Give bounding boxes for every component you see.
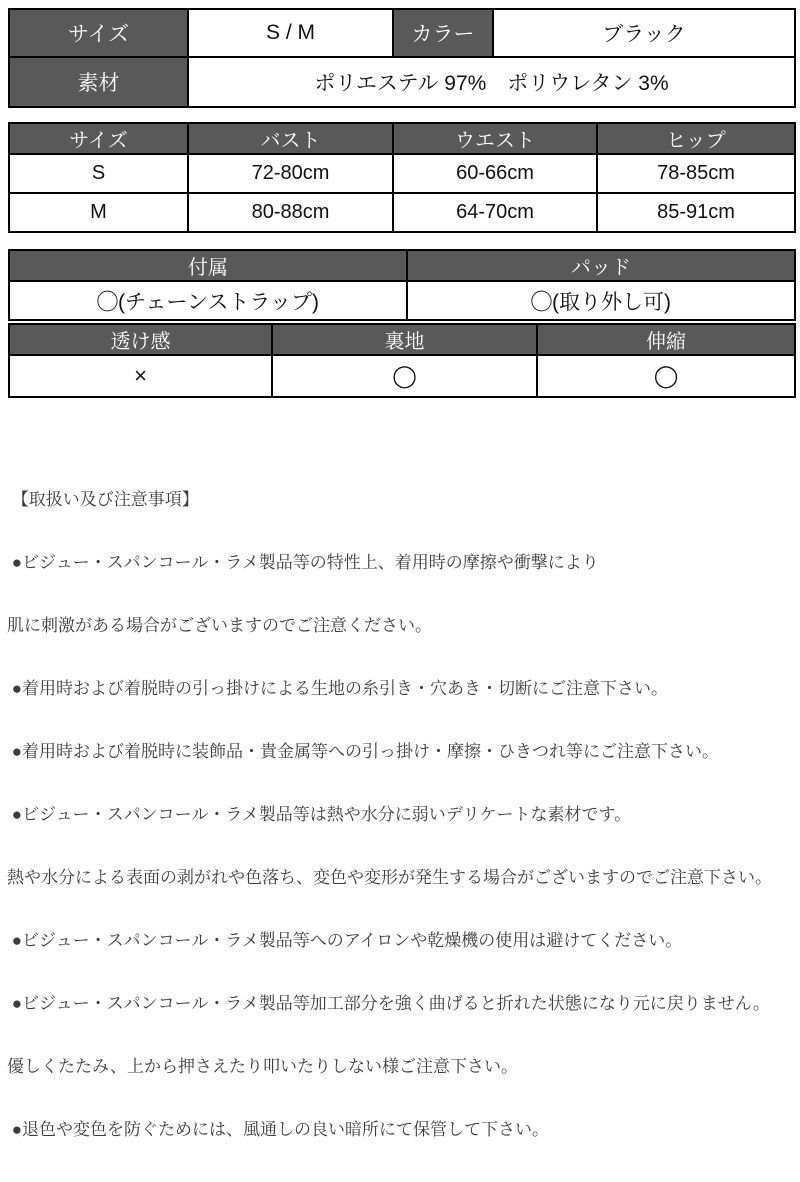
waist-cell: 64-70cm [393,193,597,232]
size-chart-header-waist: ウエスト [393,123,597,154]
care-note-line: 優しくたたみ、上から押さえたり叩いたりしない様ご注意下さい。 [7,1057,519,1076]
care-note-line: ●ビジュー・スパンコール・ラメ製品等は熱や水分に弱いデリケートな素材です。 [7,805,632,824]
size-label-cell: サイズ [9,9,188,57]
size-chart-row-s [9,154,795,193]
spec-table [8,8,796,108]
size-chart-table [8,122,796,233]
waist-cell: 60-66cm [393,154,597,193]
size-chart-header-hip: ヒップ [597,123,795,154]
color-label-cell: カラー [393,9,493,57]
care-notes [0,447,800,1182]
bust-cell: 80-88cm [188,193,393,232]
material-value-cell: ポリエステル 97% ポリウレタン 3% [188,57,795,107]
care-note-line: ●ビジュー・スパンコール・ラメ製品等加工部分を強く曲げると折れた状態になり元に戻りません。 [7,994,770,1013]
care-note-line: ●着用時および着脱時の引っ掛けによる生地の糸引き・穴あき・切断にご注意下さい。 [7,679,669,698]
care-notes-title: 【取扱い及び注意事項】 [7,490,199,509]
stretch-header: 伸縮 [537,324,795,355]
size-value-cell: S / M [188,9,393,57]
care-note-line: ●退色や変色を防ぐためには、風通しの良い暗所にて保管して下さい。 [7,1120,550,1139]
size-cell: S [9,154,188,193]
size-chart-row-m [9,193,795,232]
bust-cell: 72-80cm [188,154,393,193]
size-cell: M [9,193,188,232]
sheerness-header: 透け感 [9,324,272,355]
accessory-value-cell: ◯(チェーンストラップ) [9,281,407,320]
pad-header: パッド [407,250,795,281]
care-note-line: 肌に刺激がある場合がございますのでご注意ください。 [7,616,432,635]
sheerness-value-cell: × [9,355,272,397]
color-value-cell: ブラック [493,9,795,57]
hip-cell: 85-91cm [597,193,795,232]
lining-value-cell: ◯ [272,355,537,397]
material-label-cell: 素材 [9,57,188,107]
feature-table [8,323,796,398]
size-chart-header-size: サイズ [9,123,188,154]
accessory-header: 付属 [9,250,407,281]
accessory-table [8,249,796,321]
care-note-line: ●ビジュー・スパンコール・ラメ製品等へのアイロンや乾燥機の使用は避けてください。 [7,931,683,950]
size-chart-header-bust: バスト [188,123,393,154]
stretch-value-cell: ◯ [537,355,795,397]
care-note-line: ●着用時および着脱時に装飾品・貴金属等への引っ掛け・摩擦・ひきつれ等にご注意下さい。 [7,742,720,761]
hip-cell: 78-85cm [597,154,795,193]
product-spec-page [0,8,800,1139]
lining-header: 裏地 [272,324,537,355]
pad-value-cell: ◯(取り外し可) [407,281,795,320]
care-note-line: ●ビジュー・スパンコール・ラメ製品等の特性上、着用時の摩擦や衝撃により [7,553,599,572]
care-note-line: 熱や水分による表面の剥がれや色落ち、変色や変形が発生する場合がございますのでご注意下さい。 [7,868,772,887]
